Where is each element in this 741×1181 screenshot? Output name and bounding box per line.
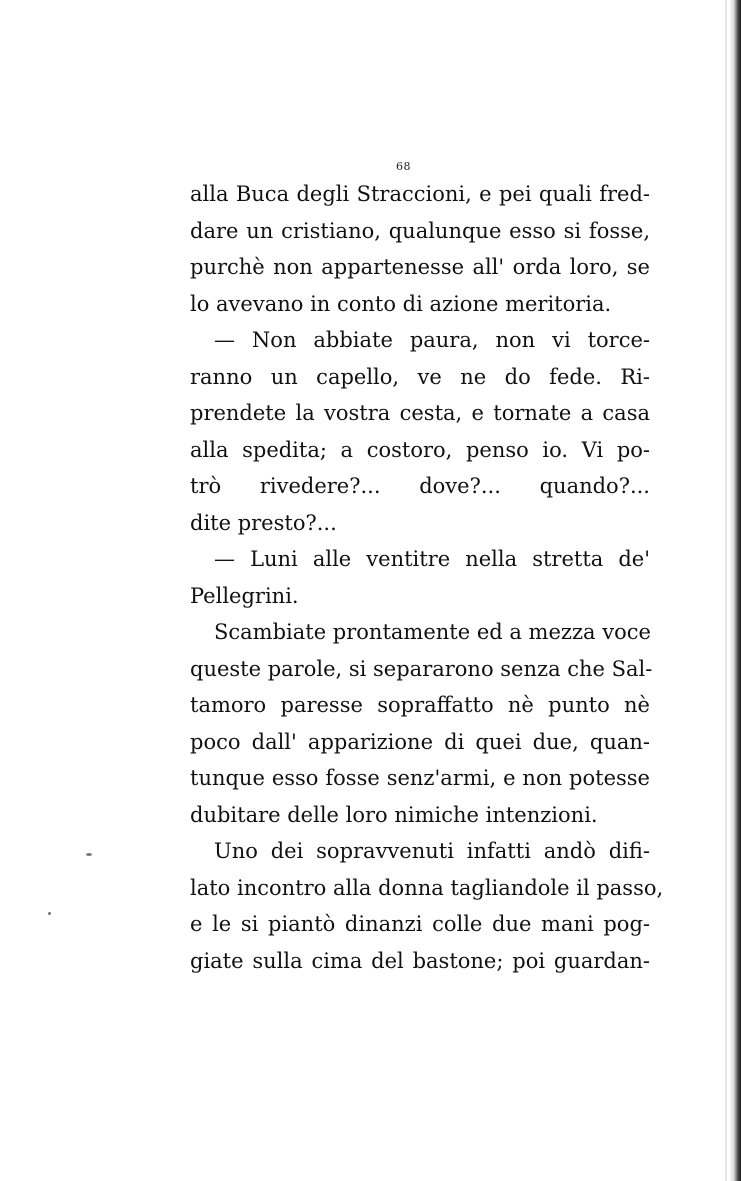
body-text <box>190 176 664 979</box>
text-line: ranno un capello, ve ne do fede. Ri- <box>190 364 650 389</box>
text-line: trò rivedere?... dove?... quando?... <box>190 474 650 498</box>
page-number: 68 <box>396 160 411 173</box>
text-line: Uno dei sopravvenuti infatti andò difi- <box>214 839 650 863</box>
text-line: queste parole, si separarono senza che Sal- <box>190 656 653 681</box>
paper-speck <box>48 912 51 915</box>
text-line: alla spedita; a costoro, penso io. Vi po- <box>190 437 650 462</box>
text-line: e le si piantò dinanzi colle due mani pog- <box>190 912 650 936</box>
text-line: Scambiate prontamente ed a mezza voce <box>214 620 651 644</box>
text-line: alla Buca degli Straccioni, e pei quali fred- <box>190 182 650 206</box>
text-line: giate sulla cima del bastone; poi guardan- <box>190 948 650 973</box>
text-line: tunque esso fosse senz'armi, e non potesse <box>190 766 650 790</box>
text-line: dite presto?... <box>190 510 337 535</box>
text-line: dare un cristiano, qualunque esso si fosse, <box>190 218 650 243</box>
text-line: — Luni alle ventitre nella stretta de' <box>214 547 650 571</box>
page-edge-line <box>725 0 727 1181</box>
paper-speck <box>86 853 92 856</box>
text-line: tamoro paresse sopraffatto nè punto nè <box>190 693 650 717</box>
text-line: — Non abbiate paura, non vi torce- <box>214 328 650 352</box>
page-binding-edge <box>729 0 741 1181</box>
text-line: Pellegrini. <box>190 583 299 608</box>
text-line: lo avevano in conto di azione meritoria. <box>190 291 612 316</box>
text-line: lato incontro alla donna tagliandole il passo, <box>190 875 664 900</box>
text-line: dubitare delle loro nimiche intenzioni. <box>190 802 598 827</box>
text-line: prendete la vostra cesta, e tornate a casa <box>190 401 650 425</box>
text-line: purchè non appartenesse all' orda loro, se <box>190 255 650 279</box>
text-line: poco dall' apparizione di quei due, quan- <box>190 729 650 754</box>
